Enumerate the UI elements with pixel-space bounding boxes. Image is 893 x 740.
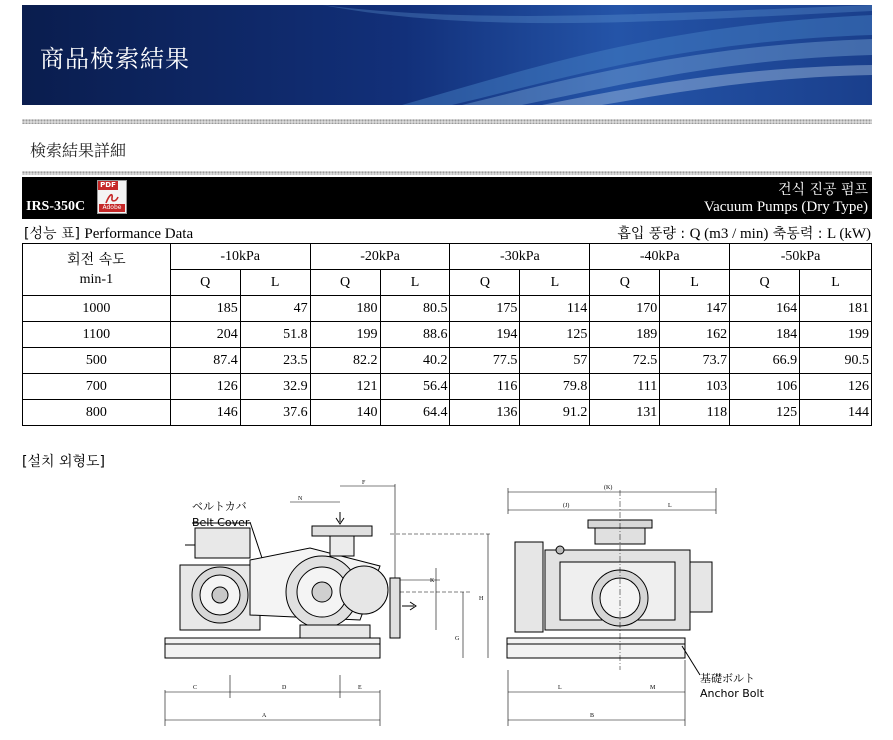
value-cell: 204 [170,322,240,348]
dim-label: N [298,496,303,502]
speed-cell: 1000 [23,296,171,322]
value-cell: 114 [520,296,590,322]
dim-label: (J) [563,503,570,509]
value-cell: 199 [800,322,872,348]
table-row [23,374,872,400]
pressure-header: -20kPa [310,244,450,270]
divider [22,119,872,124]
speed-header-unit: min-1 [79,271,114,287]
speed-cell: 700 [23,374,171,400]
pressure-header: -50kPa [730,244,872,270]
q-header: Q [590,270,660,296]
speed-header-label: 회전 속도 [67,251,126,268]
value-cell: 111 [590,374,660,400]
speed-column-header [23,244,171,296]
value-cell: 91.2 [520,400,590,426]
table-row [23,322,872,348]
units-value-1: Q (m3 / min) [689,226,769,242]
dim-label: G [455,636,460,642]
dim-label: K [430,578,435,584]
speed-cell: 500 [23,348,171,374]
dim-label: H [479,596,484,602]
value-cell: 32.9 [240,374,310,400]
value-cell: 23.5 [240,348,310,374]
pressure-header: -10kPa [170,244,310,270]
value-cell: 189 [590,322,660,348]
value-cell: 125 [520,322,590,348]
q-header: Q [170,270,240,296]
value-cell: 73.7 [660,348,730,374]
value-cell: 199 [310,322,380,348]
divider [22,171,872,175]
pdf-tag: PDF [98,181,118,190]
pdf-brand: Adobe [99,204,125,212]
speed-cell: 800 [23,400,171,426]
l-header: L [660,270,730,296]
speed-cell: 1100 [23,322,171,348]
value-cell: 118 [660,400,730,426]
value-cell: 66.9 [730,348,800,374]
value-cell: 121 [310,374,380,400]
pressure-header: -30kPa [450,244,590,270]
dim-label: L [558,685,562,691]
value-cell: 147 [660,296,730,322]
adobe-swirl-icon [104,191,120,205]
dim-label: C [193,685,198,691]
value-cell: 82.2 [310,348,380,374]
page-title: 商品検索結果 [40,45,190,73]
value-cell: 184 [730,322,800,348]
belt-cover-label-jp: ベルトカバ [192,500,247,513]
header-banner [22,5,872,105]
value-cell: 80.5 [380,296,450,322]
value-cell: 90.5 [800,348,872,374]
l-header: L [380,270,450,296]
value-cell: 131 [590,400,660,426]
value-cell: 106 [730,374,800,400]
dim-label: M [650,685,656,691]
value-cell: 116 [450,374,520,400]
value-cell: 79.8 [520,374,590,400]
value-cell: 144 [800,400,872,426]
value-cell: 57 [520,348,590,374]
performance-caption [24,223,193,243]
value-cell: 51.8 [240,322,310,348]
value-cell: 175 [450,296,520,322]
value-cell: 140 [310,400,380,426]
units-label-2: 축동력 : [772,226,823,242]
value-cell: 72.5 [590,348,660,374]
value-cell: 40.2 [380,348,450,374]
value-cell: 180 [310,296,380,322]
dim-label: B [590,713,595,719]
l-header: L [240,270,310,296]
anchor-bolt-label-jp: 基礎ボルト [700,672,755,685]
performance-table [22,243,872,426]
value-cell: 103 [660,374,730,400]
performance-caption-en: Performance Data [84,226,194,242]
dim-label: F [362,480,366,486]
value-cell: 136 [450,400,520,426]
value-cell: 170 [590,296,660,322]
product-type-english: Vacuum Pumps (Dry Type) [703,199,868,215]
value-cell: 56.4 [380,374,450,400]
value-cell: 164 [730,296,800,322]
q-header: Q [310,270,380,296]
value-cell: 181 [800,296,872,322]
value-cell: 64.4 [380,400,450,426]
pressure-header: -40kPa [590,244,730,270]
value-cell: 88.6 [380,322,450,348]
value-cell: 126 [170,374,240,400]
l-header: L [520,270,590,296]
anchor-bolt-label-en: Anchor Bolt [700,687,764,700]
belt-cover-label-en: Belt Cover [192,516,250,529]
performance-caption-kr: [성능 표] [24,226,80,242]
table-header-row [23,244,872,270]
dim-label: (K) [604,485,613,491]
value-cell: 146 [170,400,240,426]
table-row [23,348,872,374]
value-cell: 125 [730,400,800,426]
pdf-download-icon[interactable] [97,180,127,214]
model-name: IRS-350C [26,199,86,214]
value-cell: 47 [240,296,310,322]
value-cell: 77.5 [450,348,520,374]
installation-drawing [0,470,893,740]
product-type-korean: 건식 진공 펌프 [777,182,868,198]
dim-label: D [282,685,287,691]
q-header: Q [730,270,800,296]
q-header: Q [450,270,520,296]
value-cell: 162 [660,322,730,348]
l-header: L [800,270,872,296]
product-header-bar [22,177,872,219]
units-value-2: L (kW) [826,226,871,242]
value-cell: 185 [170,296,240,322]
dim-label: E [358,685,362,691]
table-row [23,296,872,322]
units-label-1: 흡입 풍량 : [617,226,686,242]
dim-label: A [262,713,267,719]
installation-caption: [설치 외형도] [22,454,105,470]
value-cell: 194 [450,322,520,348]
table-row [23,400,872,426]
value-cell: 37.6 [240,400,310,426]
dim-label: L [668,503,672,509]
section-title: 検索結果詳細 [30,141,127,160]
performance-units [617,223,871,243]
value-cell: 87.4 [170,348,240,374]
value-cell: 126 [800,374,872,400]
